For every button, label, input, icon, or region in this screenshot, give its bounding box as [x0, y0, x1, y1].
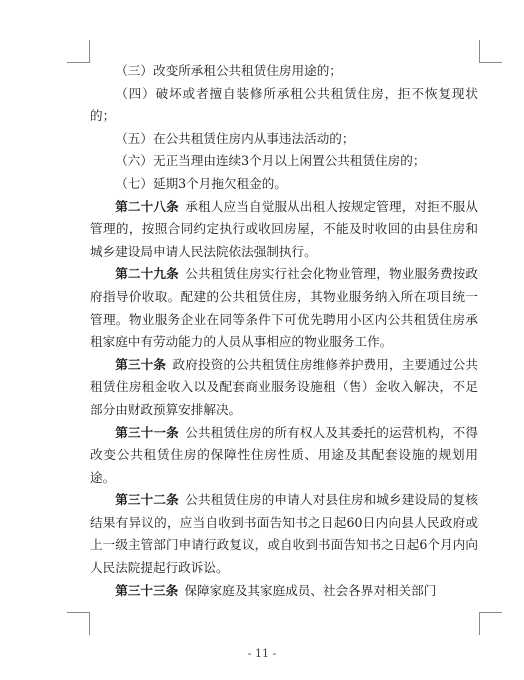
paragraph-text: 承租人应当自觉服从出租人按规定管理，对拒不服从管理的，按照合同约定执行或收回房屋，不能及时收回的由县住房和城乡建设局申请人民法院依法强制执行。	[90, 198, 479, 259]
article-number: 第二十八条	[115, 198, 179, 214]
crop-mark-top-left	[67, 40, 90, 63]
crop-mark-top-right	[479, 40, 502, 63]
paragraph	[90, 422, 478, 490]
paragraph	[90, 150, 478, 173]
paragraph	[90, 60, 478, 83]
paragraph	[90, 83, 478, 128]
paragraph-text: 公共租赁住房实行社会化物业管理，物业服务费按政府指导价收取。配建的公共租赁住房，其物业服务纳入所在项目统一管理。物业服务企业在同等条件下可优先聘用小区内公共租赁住房承租家庭中有劳动能力的人员从事相应的物业服务工作。	[90, 266, 479, 350]
paragraph-text: 公共租赁住房的所有权人及其委托的运营机构，不得改变公共租赁住房的保障性住房性质、用途及其配套设施的规划用途。	[90, 424, 479, 485]
paragraph	[90, 263, 478, 353]
crop-mark-bottom-left	[67, 612, 90, 635]
paragraph	[90, 354, 478, 422]
article-number: 第二十九条	[115, 266, 179, 282]
paragraph	[90, 489, 478, 579]
paragraph	[90, 173, 478, 196]
page-number: - 11 -	[247, 647, 277, 660]
paragraph-text: 公共租赁住房的申请人对县住房和城乡建设局的复核结果有异议的，应当自收到书面告知书之日起60日内向县人民政府或上一级主管部门申请行政复议，或自收到书面告知书之日起6个月内向人民法院提起行政诉讼。	[90, 492, 479, 576]
article-number: 第三十二条	[115, 492, 179, 508]
article-number: 第三十三条	[115, 582, 179, 598]
article-number: 第三十条	[115, 356, 167, 372]
paragraph-text: 保障家庭及其家庭成员、社会各界对相关部门	[184, 582, 437, 598]
paragraph-text: （四）破坏或者擅自装修所承租公共租赁住房，拒不恢复现状的；	[90, 85, 478, 124]
paragraph	[90, 580, 478, 603]
paragraph-text: （三）改变所承租公共租赁住房用途的；	[115, 63, 342, 78]
paragraph-text: （六）无正当理由连续3个月以上闲置公共租赁住房的；	[115, 153, 426, 169]
paragraph-text: （七）延期3个月拖欠租金的。	[115, 175, 287, 191]
paragraph	[90, 196, 478, 264]
crop-mark-bottom-right	[479, 612, 502, 635]
paragraph-text: （五）在公共租赁住房内从事违法活动的；	[115, 130, 355, 146]
paragraph	[90, 128, 478, 151]
paragraph-text: 政府投资的公共租赁住房维修养护费用，主要通过公共租赁住房租金收入以及配套商业服务设施租（售）金收入解决，不足部分由财政预算安排解决。	[90, 356, 479, 417]
article-number: 第三十一条	[115, 424, 179, 440]
document-body	[90, 60, 478, 602]
